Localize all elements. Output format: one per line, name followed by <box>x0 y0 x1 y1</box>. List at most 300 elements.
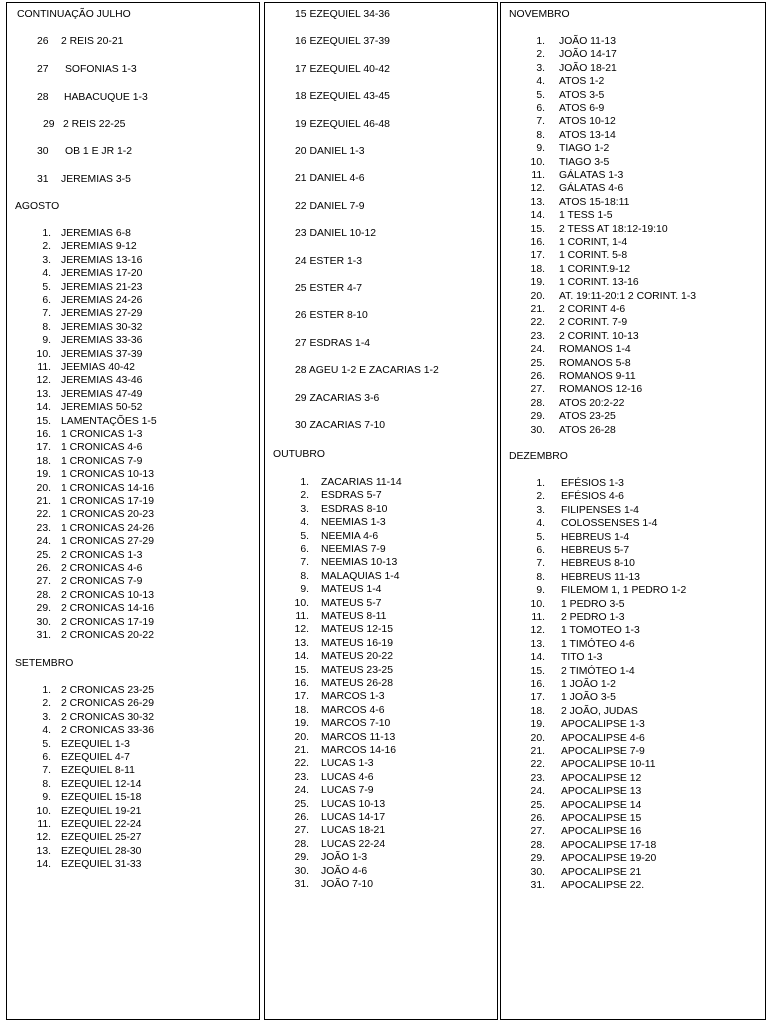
reading-entry: ATOS 3-5 <box>559 89 605 101</box>
list-number: 4. <box>536 76 545 88</box>
list-number: 7. <box>42 765 51 777</box>
reading-entry: 2 TESS AT 18:12-19:10 <box>559 223 668 235</box>
list-number: 8. <box>536 129 545 141</box>
list-number: 16. <box>294 678 309 689</box>
month-heading: OUTUBRO <box>273 449 325 460</box>
list-number: 19. <box>530 277 545 289</box>
list-number: 1. <box>42 685 51 696</box>
reading-entry: LUCAS 18-21 <box>321 825 386 837</box>
reading-entry: MATEUS 23-25 <box>321 664 393 676</box>
reading-entry: JEREMIAS 3-5 <box>61 174 131 185</box>
list-number: 28. <box>36 589 51 601</box>
reading-entry: 21 DANIEL 4-6 <box>295 173 365 185</box>
reading-entry: HEBREUS 11-13 <box>561 571 640 583</box>
list-number: 18. <box>530 263 545 275</box>
list-number: 17. <box>530 692 545 704</box>
reading-entry: LUCAS 1-3 <box>321 758 374 770</box>
list-number: 4. <box>42 268 51 280</box>
list-number: 3. <box>536 504 545 516</box>
reading-entry: EZEQUIEL 12-14 <box>61 778 142 790</box>
reading-entry: 2 CRONICAS 14-16 <box>61 603 154 615</box>
list-number: 25. <box>530 357 545 369</box>
day-number: 29 <box>43 119 55 130</box>
list-number: 28. <box>294 838 309 850</box>
reading-entry: APOCALIPSE 14 <box>561 799 642 811</box>
list-number: 21. <box>36 496 51 507</box>
reading-entry: APOCALIPSE 16 <box>561 826 642 838</box>
list-number: 26. <box>530 371 545 382</box>
list-number: 25. <box>530 799 545 811</box>
reading-entry: 1 JOÃO 3-5 <box>561 692 616 704</box>
list-number: 29. <box>530 411 545 423</box>
reading-entry: 18 EZEQUIEL 43-45 <box>295 91 390 103</box>
reading-entry: EZEQUIEL 15-18 <box>61 792 142 804</box>
reading-entry: EZEQUIEL 28-30 <box>61 845 142 857</box>
reading-entry: ATOS 10-12 <box>559 116 616 128</box>
list-number: 7. <box>300 557 309 569</box>
list-number: 22. <box>36 509 51 521</box>
list-number: 1. <box>536 36 545 47</box>
reading-entry: JEREMIAS 30-32 <box>61 321 143 333</box>
list-number: 19. <box>36 469 51 481</box>
reading-entry: JOÃO 14-17 <box>559 49 617 61</box>
list-number: 13. <box>294 637 309 649</box>
list-number: 29. <box>294 852 309 864</box>
list-number: 23. <box>294 771 309 783</box>
list-number: 16. <box>530 679 545 690</box>
list-number: 24. <box>36 536 51 548</box>
list-number: 15. <box>36 415 51 427</box>
list-number: 28. <box>530 839 545 851</box>
reading-entry: APOCALIPSE 7-9 <box>561 746 645 757</box>
list-number: 4. <box>300 517 309 529</box>
reading-entry: MARCOS 11-13 <box>321 731 396 743</box>
reading-entry: EZEQUIEL 25-27 <box>61 832 142 844</box>
list-number: 30. <box>36 616 51 628</box>
list-number: 10. <box>530 598 545 610</box>
reading-entry: MARCOS 1-3 <box>321 691 385 703</box>
reading-entry: ATOS 23-25 <box>559 411 616 423</box>
reading-entry: JEREMIAS 13-16 <box>61 254 143 266</box>
reading-entry: SOFONIAS 1-3 <box>65 64 137 75</box>
reading-entry: 2 CORINT. 10-13 <box>559 330 639 342</box>
reading-entry: MATEUS 1-4 <box>321 584 382 596</box>
reading-entry: 17 EZEQUIEL 40-42 <box>295 63 390 75</box>
list-number: 8. <box>42 778 51 790</box>
list-number: 10. <box>530 156 545 168</box>
reading-entry: APOCALIPSE 1-3 <box>561 719 645 731</box>
list-number: 13. <box>530 196 545 208</box>
list-number: 23. <box>36 522 51 534</box>
reading-entry: JEREMIAS 9-12 <box>61 241 137 253</box>
list-number: 22. <box>530 759 545 771</box>
month-heading: DEZEMBRO <box>509 451 568 462</box>
list-number: 7. <box>536 116 545 128</box>
list-number: 20. <box>530 732 545 744</box>
list-number: 31. <box>294 879 309 890</box>
list-number: 6. <box>42 752 51 763</box>
list-number: 9. <box>42 792 51 804</box>
reading-entry: 2 CRONICAS 4-6 <box>61 563 143 574</box>
reading-entry: EFÉSIOS 1-3 <box>561 478 624 489</box>
reading-entry: HEBREUS 8-10 <box>561 558 635 570</box>
list-number: 8. <box>300 570 309 582</box>
reading-entry: 1 CRONICAS 7-9 <box>61 455 143 467</box>
list-number: 17. <box>294 691 309 703</box>
reading-entry: 2 REIS 20-21 <box>61 36 124 47</box>
reading-entry: 2 PEDRO 1-3 <box>561 612 625 623</box>
reading-entry: GÁLATAS 1-3 <box>559 170 624 181</box>
reading-entry: APOCALIPSE 10-11 <box>561 759 656 771</box>
reading-entry: APOCALIPSE 22. <box>561 880 645 891</box>
list-number: 18. <box>530 705 545 717</box>
list-number: 4. <box>42 725 51 737</box>
reading-entry: EZEQUIEL 22-24 <box>61 819 142 830</box>
reading-entry: ESDRAS 8-10 <box>321 503 388 515</box>
list-number: 9. <box>42 335 51 347</box>
reading-entry: APOCALIPSE 4-6 <box>561 732 645 744</box>
list-number: 17. <box>530 250 545 262</box>
list-number: 14. <box>36 859 51 871</box>
list-number: 10. <box>294 597 309 609</box>
reading-entry: JEEMIAS 40-42 <box>61 362 135 373</box>
reading-entry: 2 JOÃO, JUDAS <box>561 705 638 717</box>
list-number: 29. <box>530 853 545 865</box>
reading-entry: 22 DANIEL 7-9 <box>295 200 365 212</box>
reading-entry: 20 DANIEL 1-3 <box>295 146 365 157</box>
list-number: 14. <box>530 652 545 664</box>
list-number: 3. <box>300 503 309 515</box>
reading-entry: 2 REIS 22-25 <box>63 119 126 130</box>
reading-entry: LUCAS 14-17 <box>321 812 386 823</box>
reading-entry: 1 TOMOTEO 1-3 <box>561 625 640 637</box>
reading-entry: EZEQUIEL 8-11 <box>61 765 135 777</box>
reading-entry: 1 CORINT. 5-8 <box>559 250 628 262</box>
reading-entry: 1 CRONICAS 17-19 <box>61 496 154 507</box>
reading-entry: 2 CORINT. 7-9 <box>559 317 628 329</box>
reading-entry: 27 ESDRAS 1-4 <box>295 337 371 349</box>
reading-entry: 16 EZEQUIEL 37-39 <box>295 36 390 48</box>
reading-entry: LUCAS 7-9 <box>321 785 374 797</box>
list-number: 1. <box>42 228 51 239</box>
list-number: 30. <box>530 866 545 878</box>
reading-entry: ATOS 6-9 <box>559 103 605 114</box>
reading-entry: 2 CRONICAS 20-22 <box>61 630 154 641</box>
list-number: 31. <box>36 630 51 641</box>
reading-entry: JEREMIAS 24-26 <box>61 295 143 306</box>
reading-entry: LUCAS 10-13 <box>321 798 386 810</box>
list-number: 7. <box>42 308 51 320</box>
reading-entry: EZEQUIEL 1-3 <box>61 738 130 750</box>
reading-entry: 1 CRONICAS 14-16 <box>61 482 154 494</box>
list-number: 2. <box>42 241 51 253</box>
reading-entry: 2 CRONICAS 26-29 <box>61 698 154 710</box>
reading-entry: 1 CRONICAS 10-13 <box>61 469 154 481</box>
list-number: 12. <box>36 832 51 844</box>
reading-entry: APOCALIPSE 21 <box>561 866 642 878</box>
list-number: 2. <box>536 49 545 61</box>
reading-entry: HABACUQUE 1-3 <box>64 92 148 103</box>
reading-entry: 24 ESTER 1-3 <box>295 255 362 267</box>
reading-entry: LAMENTAÇÕES 1-5 <box>61 415 157 427</box>
reading-entry: 2 CRONICAS 30-32 <box>61 711 154 723</box>
list-number: 19. <box>294 718 309 730</box>
reading-entry: 19 EZEQUIEL 46-48 <box>295 118 390 130</box>
reading-entry: ATOS 26-28 <box>559 424 616 436</box>
list-number: 11. <box>531 612 545 623</box>
list-number: 27. <box>530 384 545 396</box>
list-number: 14. <box>530 210 545 222</box>
reading-entry: 2 CRONICAS 7-9 <box>61 576 143 588</box>
reading-entry: MATEUS 16-19 <box>321 637 393 649</box>
list-number: 14. <box>294 651 309 663</box>
day-number: 26 <box>37 36 49 47</box>
reading-entry: FILEMOM 1, 1 PEDRO 1-2 <box>561 585 687 597</box>
reading-entry: NEEMIAS 7-9 <box>321 544 386 555</box>
reading-entry: APOCALIPSE 15 <box>561 813 642 824</box>
reading-entry: ROMANOS 9-11 <box>559 371 636 382</box>
reading-entry: LUCAS 22-24 <box>321 838 386 850</box>
list-number: 12. <box>294 624 309 636</box>
list-number: 20. <box>36 482 51 494</box>
reading-entry: 2 CRONICAS 10-13 <box>61 589 154 601</box>
reading-entry: MARCOS 7-10 <box>321 718 391 730</box>
list-number: 26. <box>530 813 545 824</box>
day-number: 30 <box>37 146 49 157</box>
reading-entry: 1 CRONICAS 27-29 <box>61 536 154 548</box>
reading-entry: ZACARIAS 11-14 <box>321 477 402 488</box>
reading-entry: JOÃO 1-3 <box>321 852 368 864</box>
reading-entry: ATOS 15-18:11 <box>559 196 630 208</box>
list-number: 21. <box>530 304 545 315</box>
reading-entry: HEBREUS 5-7 <box>561 545 630 556</box>
list-number: 26. <box>294 812 309 823</box>
reading-entry: JOÃO 18-21 <box>559 62 617 74</box>
list-number: 26. <box>36 563 51 574</box>
reading-entry: JEREMIAS 37-39 <box>61 348 143 360</box>
reading-entry: 26 ESTER 8-10 <box>295 310 368 322</box>
month-heading: NOVEMBRO <box>509 9 570 20</box>
reading-entry: FILIPENSES 1-4 <box>561 504 639 516</box>
list-number: 17. <box>36 442 51 454</box>
reading-entry: NEEMIA 4-6 <box>321 530 379 542</box>
reading-entry: 1 PEDRO 3-5 <box>561 598 625 610</box>
reading-entry: 23 DANIEL 10-12 <box>295 228 377 240</box>
reading-entry: JEREMIAS 27-29 <box>61 308 143 320</box>
list-number: 6. <box>300 544 309 555</box>
month-heading: AGOSTO <box>15 201 60 212</box>
list-number: 13. <box>36 845 51 857</box>
list-number: 11. <box>295 611 309 622</box>
reading-entry: TIAGO 3-5 <box>559 156 610 168</box>
list-number: 31. <box>530 880 545 891</box>
reading-entry: ESDRAS 5-7 <box>321 490 382 502</box>
reading-entry: 1 CRONICAS 20-23 <box>61 509 154 521</box>
list-number: 30. <box>294 865 309 877</box>
reading-entry: JEREMIAS 21-23 <box>61 281 143 293</box>
reading-entry: MARCOS 14-16 <box>321 745 397 756</box>
list-number: 21. <box>530 746 545 757</box>
list-number: 23. <box>530 772 545 784</box>
list-number: 25. <box>36 549 51 561</box>
list-number: 6. <box>42 295 51 306</box>
list-number: 7. <box>536 558 545 570</box>
reading-entry: MATEUS 12-15 <box>321 624 393 636</box>
reading-entry: MATEUS 26-28 <box>321 678 393 689</box>
reading-entry: NEEMIAS 1-3 <box>321 517 386 529</box>
list-number: 5. <box>42 738 51 750</box>
list-number: 9. <box>536 585 545 597</box>
list-number: 12. <box>530 625 545 637</box>
list-number: 11. <box>37 819 51 830</box>
list-number: 9. <box>536 143 545 155</box>
list-number: 13. <box>530 638 545 650</box>
list-number: 16. <box>530 237 545 248</box>
list-number: 2. <box>300 490 309 502</box>
list-number: 1. <box>536 478 545 489</box>
reading-entry: EZEQUIEL 19-21 <box>61 805 142 817</box>
list-number: 3. <box>42 254 51 266</box>
column-september-october <box>264 2 498 1020</box>
month-heading: CONTINUAÇÃO JULHO <box>17 9 131 20</box>
reading-entry: 1 CRONICAS 4-6 <box>61 442 143 454</box>
list-number: 5. <box>300 530 309 542</box>
reading-entry: JOÃO 11-13 <box>559 36 616 47</box>
list-number: 24. <box>530 786 545 798</box>
reading-entry: EFÉSIOS 4-6 <box>561 491 624 503</box>
reading-entry: JEREMIAS 17-20 <box>61 268 143 280</box>
reading-entry: JEREMIAS 50-52 <box>61 402 143 414</box>
reading-entry: 2 TIMÓTEO 1-4 <box>561 665 635 677</box>
list-number: 30. <box>530 424 545 436</box>
reading-entry: JOÃO 7-10 <box>321 879 373 890</box>
list-number: 13. <box>36 388 51 400</box>
reading-entry: 15 EZEQUIEL 34-36 <box>295 9 390 20</box>
list-number: 21. <box>294 745 309 756</box>
reading-entry: 1 CRONICAS 24-26 <box>61 522 154 534</box>
list-number: 12. <box>36 375 51 387</box>
day-number: 31 <box>37 174 49 185</box>
day-number: 27 <box>37 64 49 75</box>
list-number: 10. <box>36 348 51 360</box>
reading-entry: 2 CRONICAS 17-19 <box>61 616 154 628</box>
list-number: 5. <box>536 89 545 101</box>
list-number: 11. <box>531 170 545 181</box>
list-number: 20. <box>294 731 309 743</box>
reading-entry: APOCALIPSE 19-20 <box>561 853 657 865</box>
reading-entry: EZEQUIEL 4-7 <box>61 752 130 763</box>
reading-entry: EZEQUIEL 31-33 <box>61 859 142 871</box>
reading-entry: 1 JOÃO 1-2 <box>561 679 616 690</box>
reading-entry: 28 AGEU 1-2 E ZACARIAS 1-2 <box>295 365 439 377</box>
reading-entry: 1 CRONICAS 1-3 <box>61 429 143 440</box>
list-number: 3. <box>42 711 51 723</box>
list-number: 15. <box>530 223 545 235</box>
list-number: 24. <box>294 785 309 797</box>
reading-entry: 30 ZACARIAS 7-10 <box>295 420 386 431</box>
reading-entry: 1 CORINT, 1-4 <box>559 237 628 248</box>
list-number: 27. <box>530 826 545 838</box>
reading-entry: 1 CORINT. 13-16 <box>559 277 639 289</box>
list-number: 5. <box>42 281 51 293</box>
reading-entry: JEREMIAS 47-49 <box>61 388 143 400</box>
reading-entry: AT. 19:11-20:1 2 CORINT. 1-3 <box>559 290 697 302</box>
list-number: 27. <box>294 825 309 837</box>
list-number: 4. <box>536 518 545 530</box>
reading-entry: 29 ZACARIAS 3-6 <box>295 392 380 404</box>
list-number: 2. <box>536 491 545 503</box>
reading-entry: MATEUS 20-22 <box>321 651 393 663</box>
list-number: 11. <box>37 362 51 373</box>
reading-entry: NEEMIAS 10-13 <box>321 557 398 569</box>
list-number: 9. <box>300 584 309 596</box>
reading-entry: COLOSSENSES 1-4 <box>561 518 658 530</box>
list-number: 6. <box>536 103 545 114</box>
reading-entry: MATEUS 8-11 <box>321 611 387 622</box>
list-number: 15. <box>294 664 309 676</box>
list-number: 19. <box>530 719 545 731</box>
reading-entry: MATEUS 5-7 <box>321 597 382 609</box>
list-number: 29. <box>36 603 51 615</box>
reading-entry: MALAQUIAS 1-4 <box>321 570 400 582</box>
reading-entry: 2 CRONICAS 1-3 <box>61 549 143 561</box>
list-number: 18. <box>294 704 309 716</box>
reading-entry: MARCOS 4-6 <box>321 704 385 716</box>
list-number: 25. <box>294 798 309 810</box>
reading-entry: HEBREUS 1-4 <box>561 531 630 543</box>
reading-entry: APOCALIPSE 13 <box>561 786 642 798</box>
reading-entry: 2 CRONICAS 23-25 <box>61 685 154 696</box>
reading-entry: ROMANOS 1-4 <box>559 344 631 356</box>
reading-entry: 2 CORINT 4-6 <box>559 304 626 315</box>
list-number: 10. <box>36 805 51 817</box>
list-number: 3. <box>536 62 545 74</box>
list-number: 14. <box>36 402 51 414</box>
reading-entry: ATOS 20:2-22 <box>559 397 625 409</box>
list-number: 18. <box>36 455 51 467</box>
reading-entry: APOCALIPSE 17-18 <box>561 839 657 851</box>
list-number: 24. <box>530 344 545 356</box>
reading-entry: JEREMIAS 33-36 <box>61 335 143 347</box>
reading-entry: 1 TIMÓTEO 4-6 <box>561 638 635 650</box>
reading-entry: 25 ESTER 4-7 <box>295 283 362 294</box>
reading-entry: 1 TESS 1-5 <box>559 210 613 222</box>
list-number: 27. <box>36 576 51 588</box>
list-number: 20. <box>530 290 545 302</box>
reading-entry: JEREMIAS 6-8 <box>61 228 131 239</box>
reading-entry: TIAGO 1-2 <box>559 143 610 155</box>
list-number: 16. <box>36 429 51 440</box>
list-number: 22. <box>530 317 545 329</box>
list-number: 5. <box>536 531 545 543</box>
list-number: 15. <box>530 665 545 677</box>
reading-entry: ROMANOS 12-16 <box>559 384 643 396</box>
reading-entry: GÁLATAS 4-6 <box>559 183 624 195</box>
day-number: 28 <box>37 92 49 103</box>
reading-entry: OB 1 E JR 1-2 <box>65 146 132 157</box>
reading-entry: LUCAS 4-6 <box>321 771 374 783</box>
list-number: 6. <box>536 545 545 556</box>
list-number: 23. <box>530 330 545 342</box>
reading-entry: JOÃO 4-6 <box>321 865 368 877</box>
reading-entry: APOCALIPSE 12 <box>561 772 642 784</box>
column-november-december <box>500 2 766 1020</box>
reading-entry: TITO 1-3 <box>561 652 603 664</box>
reading-entry: ROMANOS 5-8 <box>559 357 631 369</box>
list-number: 12. <box>530 183 545 195</box>
list-number: 28. <box>530 397 545 409</box>
reading-entry: ATOS 1-2 <box>559 76 605 88</box>
